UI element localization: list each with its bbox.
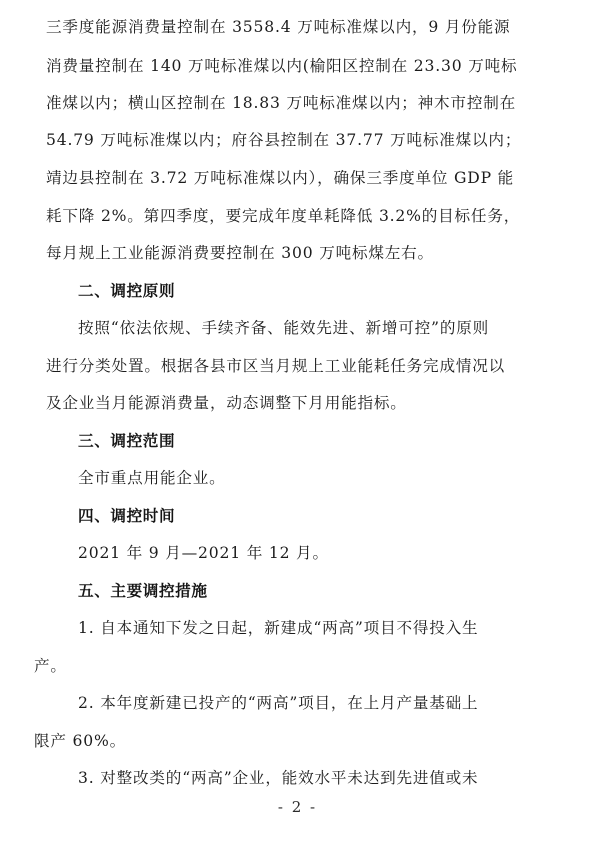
- paragraph-line: 及企业当月能源消费量，动态调整下月用能指标。: [46, 394, 407, 412]
- section-heading-period: 四、调控时间: [78, 507, 176, 525]
- paragraph-line: 消费量控制在 140 万吨标准煤以内(榆阳区控制在 23.30 万吨标: [46, 57, 518, 75]
- measure-item-3: 3. 对整改类的“两高”企业，能效水平未达到先进值或未: [78, 769, 479, 787]
- paragraph-line: 耗下降 2%。第四季度，要完成年度单耗降低 3.2%的目标任务，: [46, 207, 521, 225]
- measure-item-2-continued: 限产 60%。: [34, 732, 126, 750]
- paragraph-line: 按照“依法依规、手续齐备、能效先进、新增可控”的原则: [78, 319, 489, 337]
- measure-item-1-continued: 产。: [34, 657, 67, 675]
- paragraph-line: 全市重点用能企业。: [78, 469, 226, 487]
- section-heading-principles: 二、调控原则: [78, 282, 176, 300]
- page-number: - 2 -: [277, 798, 318, 816]
- paragraph-line: 54.79 万吨标准煤以内；府谷县控制在 37.77 万吨标准煤以内；: [46, 131, 522, 149]
- paragraph-line: 每月规上工业能源消费要控制在 300 万吨标煤左右。: [46, 244, 434, 262]
- section-heading-scope: 三、调控范围: [78, 432, 176, 450]
- paragraph-line: 三季度能源消费量控制在 3558.4 万吨标准煤以内，9 月份能源: [46, 18, 511, 36]
- paragraph-line: 准煤以内；横山区控制在 18.83 万吨标准煤以内；神木市控制在: [46, 94, 516, 112]
- section-heading-measures: 五、主要调控措施: [78, 582, 208, 600]
- measure-item-2: 2. 本年度新建已投产的“两高”项目，在上月产量基础上: [78, 694, 479, 712]
- paragraph-line: 靖边县控制在 3.72 万吨标准煤以内），确保三季度单位 GDP 能: [46, 169, 515, 187]
- paragraph-line: 2021 年 9 月—2021 年 12 月。: [78, 544, 329, 562]
- paragraph-line: 进行分类处置。根据各县市区当月规上工业能耗任务完成情况以: [46, 357, 506, 375]
- measure-item-1: 1. 自本通知下发之日起，新建成“两高”项目不得投入生: [78, 619, 479, 637]
